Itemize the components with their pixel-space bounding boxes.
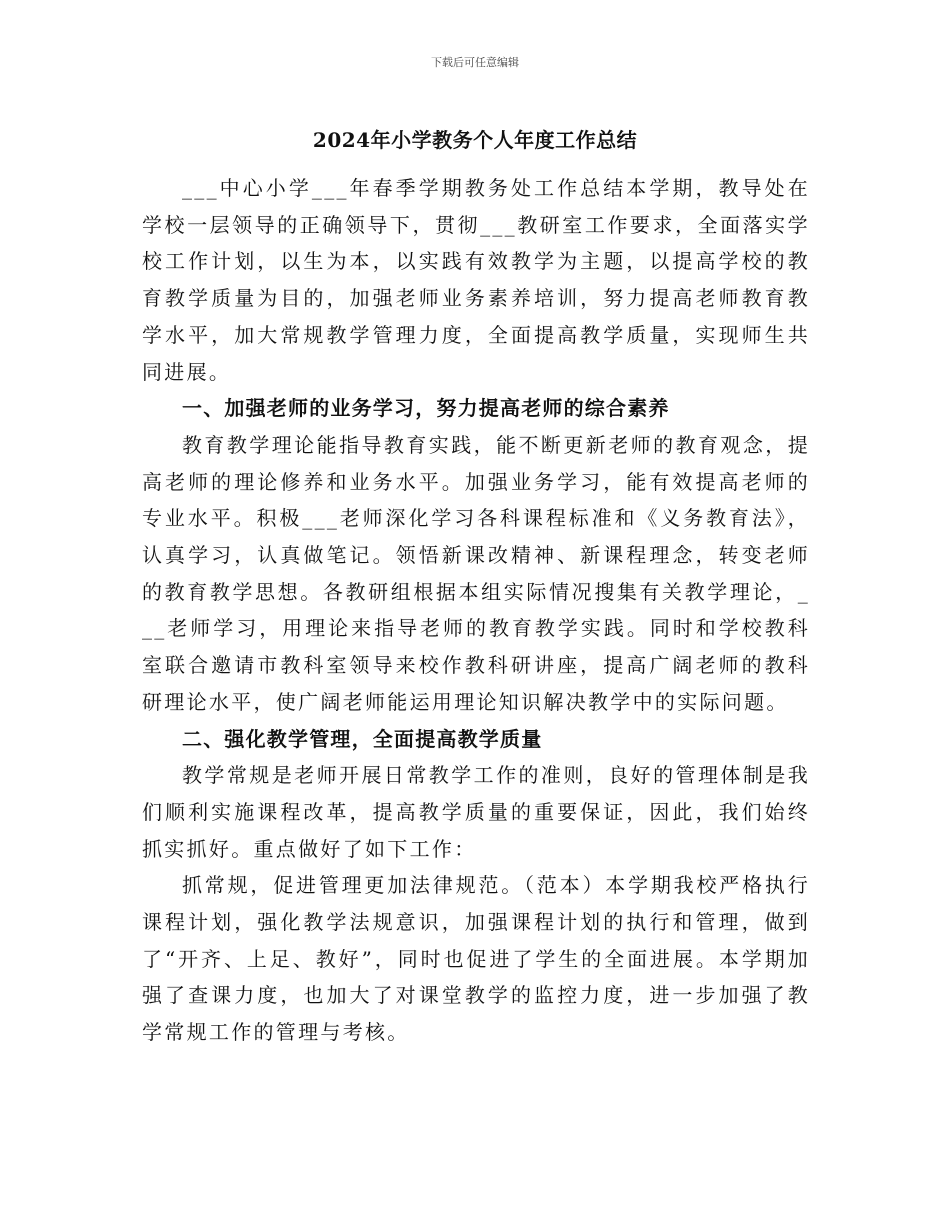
document-title: 2024年小学教务个人年度工作总结 bbox=[312, 128, 638, 152]
document-body bbox=[142, 170, 810, 1051]
intro-paragraph: ___中心小学___年春季学期教务处工作总结本学期，教导处在学校一层领导的正确领导下，贯彻___教研室工作要求，全面落实学校工作计划，以生为本，以实践有效教学为主题，以提高学校的教育教学质量为目的，加强老师业务素养培训，努力提高老师教育教学水平，加大常规教学管理力度，全面提高教学质量，实现师生共同进展。 bbox=[142, 176, 810, 384]
section-2-paragraph-1: 教学常规是老师开展日常教学工作的准则，良好的管理体制是我们顺利实施课程改革，提高教学质量的重要保证，因此，我们始终抓实抓好。重点做好了如下工作： bbox=[142, 763, 810, 861]
section-2-paragraph-2: 抓常规，促进管理更加法律规范。（范本）本学期我校严格执行课程计划，强化教学法规意识，加强课程计划的执行和管理，做到了“开齐、上足、教好”，同时也促进了学生的全面进展。本学期加强了查课力度，也加大了对课堂教学的监控力度，进一步加强了教学常规工作的管理与考核。 bbox=[142, 873, 810, 1045]
section-1-paragraph: 教育教学理论能指导教育实践，能不断更新老师的教育观念，提高老师的理论修养和业务水平。加强业务学习，能有效提高老师的专业水平。积极___老师深化学习各科课程标准和《义务教育法》，认真学习，认真做笔记。领悟新课改精神、新课程理念，转变老师的教育教学思想。各教研组根据本组实际情况搜集有关教学理论，___老师学习，用理论来指导老师的教育教学实践。同时和学校教科室联合邀请市教科室领导来校作教科研讲座，提高广阔老师的教科研理论水平，使广阔老师能运用理论知识解决教学中的实际问题。 bbox=[142, 432, 810, 714]
section-1-heading: 一、加强老师的业务学习，努力提高老师的综合素养 bbox=[182, 396, 670, 421]
section-2-heading: 二、强化教学管理，全面提高教学质量 bbox=[182, 726, 543, 751]
page-header-note: 下载后可任意编辑 bbox=[431, 56, 519, 69]
